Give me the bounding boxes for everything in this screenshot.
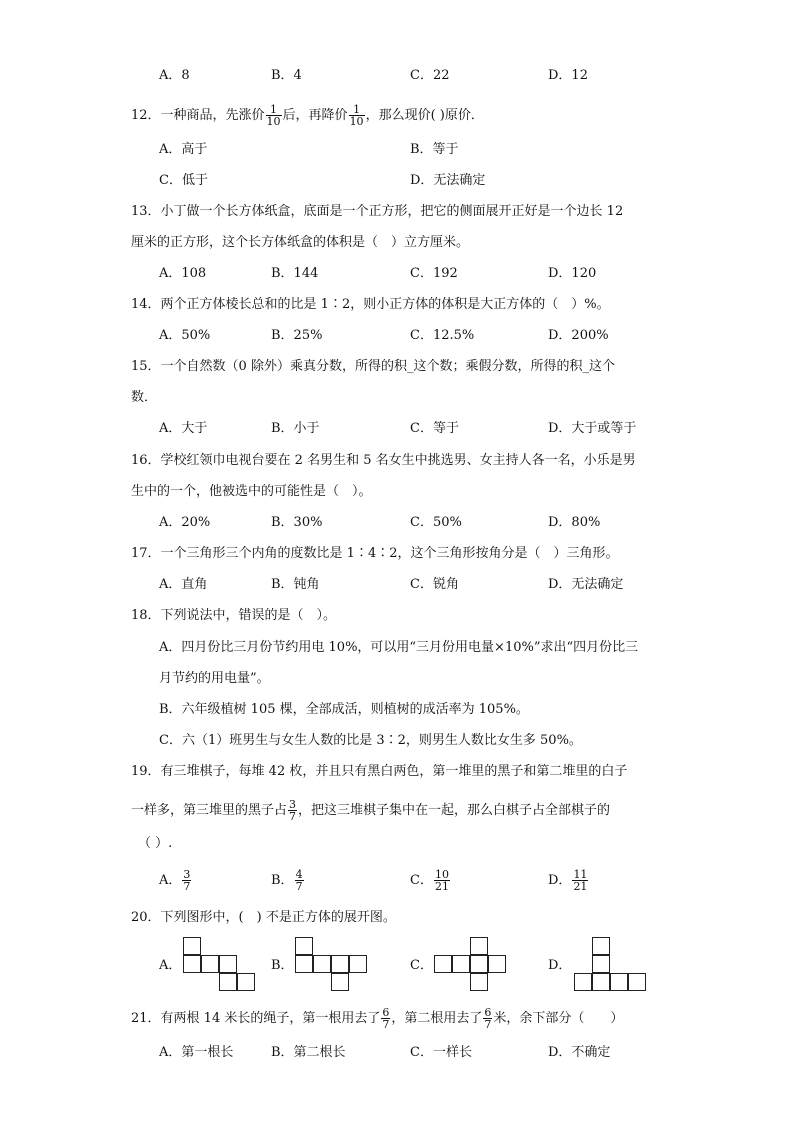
q19-option-b	[271, 869, 305, 892]
option-fraction	[572, 869, 588, 892]
q12-text-pre: 12．一种商品，先涨价	[131, 108, 265, 123]
q20-option-c-label: C．	[410, 958, 433, 973]
net-cell	[488, 955, 506, 973]
net-cell	[331, 973, 349, 991]
q12-fraction-1	[266, 104, 282, 127]
q15-option-a: A．大于	[159, 421, 208, 436]
net-cell	[349, 955, 367, 973]
net-cell	[331, 955, 349, 973]
fraction-denominator: 7	[382, 1018, 390, 1031]
net-cell	[628, 973, 646, 991]
option-label: A．	[159, 873, 182, 888]
q14-line-1: 14．两个正方体棱长总和的比是 1∶2，则小正方体的体积是大正方体的（ ）%。	[131, 297, 610, 312]
fraction-numerator: 6	[484, 1006, 492, 1019]
fraction-numerator: 4	[295, 868, 303, 881]
q16-line-1: 16．学校红领巾电视台要在 2 名男生和 5 名女生中挑选男、女主持人各一名，小乐是男	[131, 453, 636, 468]
net-cell	[610, 973, 628, 991]
fraction-denominator: 10	[266, 115, 281, 128]
fraction-numerator: 6	[382, 1006, 390, 1019]
q21-question	[131, 1007, 623, 1030]
fraction-numerator: 1	[266, 104, 282, 116]
net-cell	[219, 973, 237, 991]
option-fraction	[434, 869, 450, 892]
q21-fraction-1	[381, 1007, 390, 1030]
q16-option-c: C．50%	[410, 515, 462, 530]
net-cell	[434, 955, 452, 973]
q18-option-a-line-2: 月节约的用电量”。	[159, 671, 270, 686]
q17-option-d: D．无法确定	[548, 577, 624, 592]
q12-option-d: D．无法确定	[410, 173, 486, 188]
q12-fraction-2	[349, 104, 365, 127]
net-cell	[592, 937, 610, 955]
fraction-denominator: 21	[434, 880, 449, 893]
q19-line-2	[131, 799, 610, 822]
net-cell	[470, 973, 488, 991]
net-cell	[237, 973, 255, 991]
q13-option-c: C．192	[410, 266, 458, 281]
q20-option-d-label: D．	[548, 958, 572, 973]
q19-option-c	[410, 869, 451, 892]
fraction-numerator: 10	[434, 868, 449, 881]
q19-text-pre: 一样多，第三堆里的黑子占	[131, 803, 288, 818]
net-cell	[313, 955, 331, 973]
fraction-denominator: 7	[289, 810, 297, 823]
fraction-numerator: 11	[573, 868, 588, 881]
net-cell	[470, 937, 488, 955]
q17-option-b: B．钝角	[271, 577, 320, 592]
net-cell	[592, 955, 610, 973]
net-cell	[183, 937, 201, 955]
q19-option-d	[548, 869, 589, 892]
fraction-denominator: 7	[183, 880, 191, 893]
q17-option-c: C．锐角	[410, 577, 459, 592]
q19-line-1: 19．有三堆棋子，每堆 42 枚，并且只有黑白两色，第一堆里的黑子和第二堆里的白子	[131, 764, 628, 779]
q21-text-mid: ，第二根用去了	[391, 1011, 483, 1026]
q11-option-a: A．8	[159, 68, 190, 83]
net-cell	[183, 955, 201, 973]
fraction-denominator: 21	[573, 880, 588, 893]
q19-text-post: ，把这三堆棋子集中在一起，那么白棋子占全部棋子的	[298, 803, 611, 818]
net-cell	[574, 973, 592, 991]
q17-option-a: A．直角	[159, 577, 208, 592]
q14-option-c: C．12.5%	[410, 328, 475, 343]
option-label: D．	[548, 873, 572, 888]
q19-line-3: （ ）.	[138, 836, 173, 851]
q12-text-mid: 后，再降价	[282, 108, 348, 123]
fraction-numerator: 3	[289, 798, 297, 811]
net-cell	[295, 937, 313, 955]
q12-text-post: ，那么现价( )原价．	[365, 108, 484, 123]
q13-option-d: D．120	[548, 266, 597, 281]
net-cell	[295, 955, 313, 973]
net-cell	[592, 973, 610, 991]
q16-option-b: B．30%	[271, 515, 323, 530]
fraction-denominator: 7	[295, 880, 303, 893]
q21-fraction-2	[483, 1007, 492, 1030]
q12-option-b: B．等于	[410, 142, 459, 157]
q18-option-b: B．六年级植树 105 棵，全部成活，则植树的成活率为 105%。	[159, 702, 529, 717]
q12-question	[131, 104, 484, 127]
q12-option-c: C．低于	[159, 173, 208, 188]
q21-option-b: B．第二根长	[271, 1045, 346, 1060]
q15-option-d: D．大于或等于	[548, 421, 637, 436]
option-label: B．	[271, 873, 294, 888]
fraction-denominator: 7	[484, 1018, 492, 1031]
q11-option-b: B．4	[271, 68, 302, 83]
q14-option-b: B．25%	[271, 328, 323, 343]
q15-line-1: 15．一个自然数（0 除外）乘真分数，所得的积_这个数；乘假分数，所得的积_这个	[131, 359, 615, 374]
q20-option-a-label: A．	[159, 958, 182, 973]
option-label: C．	[410, 873, 433, 888]
fraction-numerator: 1	[349, 104, 365, 116]
q16-line-2: 生中的一个，他被选中的可能性是（ ）。	[131, 484, 372, 499]
q11-option-c: C．22	[410, 68, 450, 83]
q15-line-2: 数．	[131, 390, 158, 405]
q21-text-pre: 21．有两根 14 米长的绳子，第一根用去了	[131, 1011, 381, 1026]
q18-option-a-line-1: A．四月份比三月份节约用电 10%，可以用“三月份用电量×10%”求出“四月份比三	[159, 640, 639, 655]
q13-line-2: 厘米的正方形，这个长方体纸盒的体积是（ ）立方厘米。	[131, 235, 470, 250]
q13-line-1: 13．小丁做一个长方体纸盒，底面是一个正方形，把它的侧面展开正好是一个边长 12	[131, 204, 624, 219]
q20-option-b-label: B．	[271, 958, 294, 973]
q11-option-d: D．12	[548, 68, 588, 83]
q14-option-a: A．50%	[159, 328, 211, 343]
q21-option-a: A．第一根长	[159, 1045, 234, 1060]
q20-line-1: 20．下列图形中，( ) 不是正方体的展开图。	[131, 910, 396, 925]
net-cell	[452, 955, 470, 973]
q21-option-c: C．一样长	[410, 1045, 472, 1060]
q16-option-d: D．80%	[548, 515, 601, 530]
q19-option-a	[159, 869, 192, 892]
q21-option-d: D．不确定	[548, 1045, 611, 1060]
q18-line-1: 18．下列说法中，错误的是（ ）。	[131, 608, 337, 623]
q15-option-b: B．小于	[271, 421, 320, 436]
net-cell	[201, 955, 219, 973]
fraction-denominator: 10	[349, 115, 364, 128]
q19-fraction	[288, 799, 297, 822]
q15-option-c: C．等于	[410, 421, 459, 436]
q14-option-d: D．200%	[548, 328, 609, 343]
q12-option-a: A．高于	[159, 142, 208, 157]
fraction-numerator: 3	[183, 868, 191, 881]
net-cell	[470, 955, 488, 973]
q21-text-post: 米，余下部分（ ）	[493, 1011, 624, 1026]
net-cell	[219, 955, 237, 973]
q16-option-a: A．20%	[159, 515, 211, 530]
option-fraction	[182, 869, 191, 892]
option-fraction	[295, 869, 304, 892]
q18-option-c: C．六（1）班男生与女生人数的比是 3∶2，则男生人数比女生多 50%。	[159, 733, 582, 748]
q17-line-1: 17．一个三角形三个内角的度数比是 1∶4∶2，这个三角形按角分是（ ）三角形。	[131, 546, 619, 561]
q13-option-b: B．144	[271, 266, 319, 281]
q13-option-a: A．108	[159, 266, 207, 281]
